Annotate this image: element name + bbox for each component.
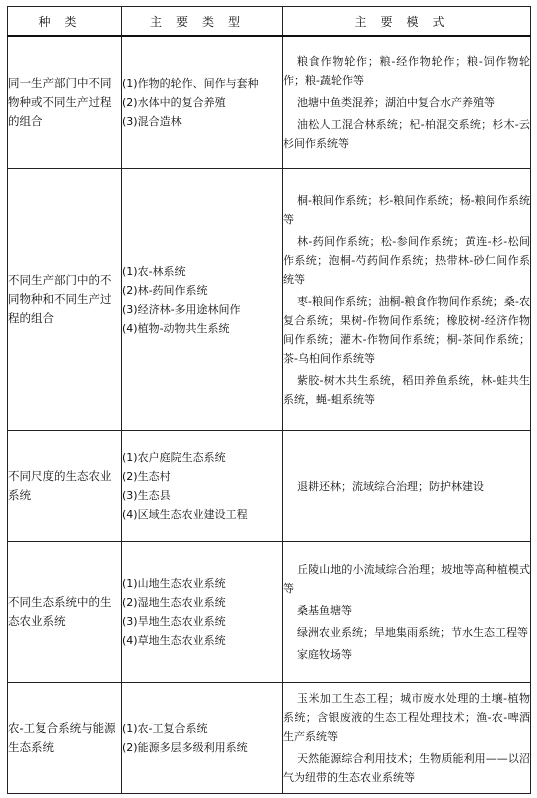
- mode-item: 桑基鱼塘等: [297, 604, 352, 617]
- mode-item: 桐-粮间作系统；杉-粮间作系统；杨-粮间作系统等: [283, 193, 530, 226]
- types-cell: [122, 542, 283, 683]
- type-item: (1)农-林系统: [122, 264, 186, 278]
- type-item: (3)生态县: [122, 489, 171, 502]
- mode-item: 家庭牧场等: [297, 648, 352, 661]
- kind-cell: 同一生产部门中不同物种或不同生产过程的组合: [8, 36, 122, 169]
- table-row: [8, 431, 531, 542]
- mode-item: 绿洲农业系统；旱地集雨系统；节水生态工程等: [297, 626, 528, 639]
- type-item: (3)旱地生态农业系统: [122, 615, 226, 628]
- mode-item: 林-药间作系统；松-参间作系统；黄连-杉-松间作系统；泡桐-芍药间作系统；热带林-砂仁间作系统等: [283, 234, 530, 286]
- mode-item: 玉米加工生态工程；城市废水处理的土壤-植物系统；含银废液的生态工程处理技术；渔-农-啤酒生产系统等: [283, 692, 530, 743]
- mode-item: 退耕还林；流域综合治理；防护林建设: [297, 479, 484, 493]
- type-item: (3)经济林-多用途林间作: [122, 302, 241, 316]
- kind-cell: 农-工复合系统与能源生态系统: [8, 683, 122, 794]
- type-item: (3)混合造林: [122, 115, 182, 128]
- kind-cell: 不同尺度的生态农业系统: [8, 431, 122, 542]
- type-item: (4)区域生态农业建设工程: [122, 508, 248, 521]
- kind-cell: 不同生态系统中的生态农业系统: [8, 542, 122, 683]
- types-cell: [122, 431, 283, 542]
- type-item: (2)林-药间作系统: [122, 283, 208, 297]
- type-item: (2)水体中的复合养殖: [122, 96, 226, 109]
- modes-cell: [283, 36, 531, 169]
- type-item: (1)农-工复合系统: [122, 722, 208, 735]
- table-row: [8, 36, 531, 169]
- agro-ecosystem-table: [7, 6, 531, 794]
- header-modes: 主要模式: [283, 7, 531, 37]
- type-item: (2)湿地生态农业系统: [122, 596, 226, 609]
- header-kind: 种类: [8, 7, 122, 37]
- type-item: (1)山地生态农业系统: [122, 577, 226, 590]
- type-item: (4)植物-动物共生系统: [122, 321, 230, 335]
- type-item: (4)草地生态农业系统: [122, 634, 226, 647]
- mode-item: 粮食作物轮作；粮-经作物轮作；粮-饲作物轮作；粮-蔬轮作等: [283, 55, 530, 87]
- modes-cell: [283, 542, 531, 683]
- type-item: (1)作物的轮作、间作与套种: [122, 77, 259, 90]
- mode-item: 油松人工混合林系统；杞-柏混交系统；杉木-云杉间作系统等: [283, 118, 530, 150]
- mode-item: 枣-粮间作系统；油桐-粮食作物间作系统；桑-农复合系统；果树-作物间作系统；橡胶树-经济作物间作系统；灌木-作物间作系统；桐-茶间作系统；茶-乌桕间作系统等: [283, 294, 530, 365]
- table-row: [8, 169, 531, 431]
- types-cell: [122, 683, 283, 794]
- type-item: (2)能源多层多级利用系统: [122, 741, 248, 754]
- modes-cell: [283, 431, 531, 542]
- modes-cell: [283, 169, 531, 431]
- type-item: (2)生态村: [122, 470, 171, 483]
- mode-item: 天然能源综合利用技术；生物质能利用——以沼气为纽带的生态农业系统等: [283, 752, 530, 784]
- header-types: 主要类型: [122, 7, 283, 37]
- mode-item: 池塘中鱼类混养；湖泊中复合水产养殖等: [297, 96, 495, 109]
- types-cell: [122, 36, 283, 169]
- table-row: [8, 542, 531, 683]
- header-row: [8, 7, 531, 37]
- kind-cell: 不同生产部门中的不同物种和不同生产过程的组合: [8, 169, 122, 431]
- types-cell: [122, 169, 283, 431]
- mode-item: 丘陵山地的小流域综合治理；坡地等高种植模式等: [283, 563, 530, 595]
- table-row: [8, 683, 531, 794]
- modes-cell: [283, 683, 531, 794]
- mode-item: 紫胶-树木共生系统，稻田养鱼系统，林-蛙共生系统，蝇-蛆系统等: [283, 373, 530, 406]
- type-item: (1)农户庭院生态系统: [122, 451, 226, 464]
